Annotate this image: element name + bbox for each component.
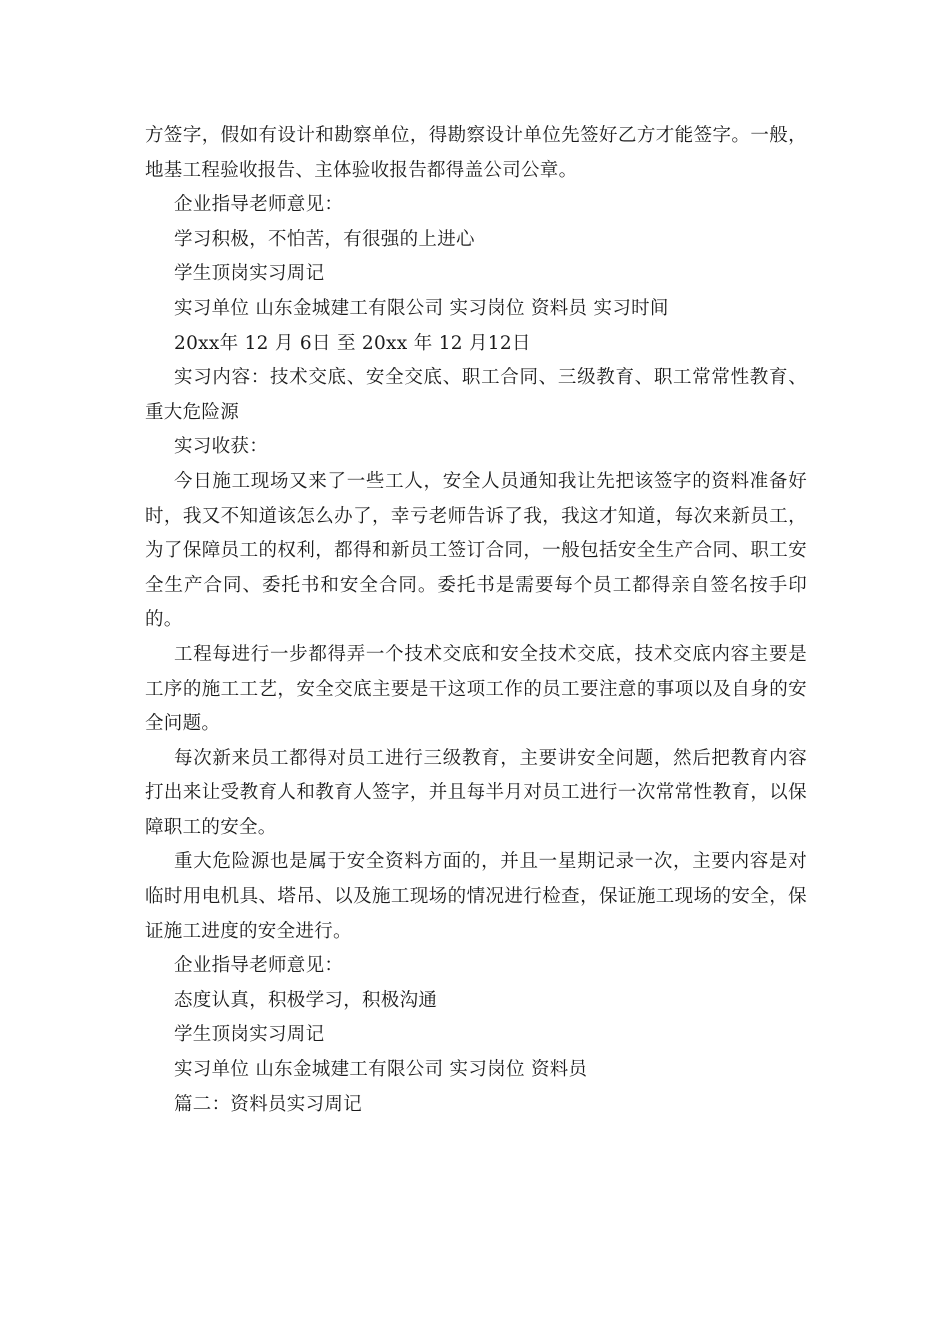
internship-dates: 20xx年 12 月 6日 至 20xx 年 12 月12日 bbox=[174, 332, 531, 354]
comment-heading: 企业指导老师意见： bbox=[174, 955, 344, 977]
comment-heading: 企业指导老师意见： bbox=[174, 194, 344, 216]
paragraph: 方签字，假如有设计和勘察单位，得勘察设计单位先签好乙方才能签字。一般，地基工程验收报告、主体验收报告都得盖公司公章。 bbox=[145, 125, 807, 181]
paragraph: 今日施工现场又来了一些工人，安全人员通知我让先把该签字的资料准备好时，我又不知道该怎么办了，幸亏老师告诉了我，我这才知道，每次来新员工，为了保障员工的权利，都得和新员工签订合同，一般包括安全生产合同、职工安全生产合同、委托书和安全合同。委托书是需要每个员工都得亲自签名按手印的。 bbox=[145, 470, 807, 631]
internship-info: 实习单位 山东金城建工有限公司 实习岗位 资料员 实习时间 bbox=[174, 297, 669, 319]
paragraph: 工程每进行一步都得弄一个技术交底和安全技术交底，技术交底内容主要是工序的施工工艺，安全交底主要是干这项工作的员工要注意的事项以及自身的安全问题。 bbox=[145, 643, 807, 735]
internship-content: 实习内容：技术交底、安全交底、职工合同、三级教育、职工常常性教育、重大危险源 bbox=[145, 367, 807, 423]
chapter-heading: 篇二：资料员实习周记 bbox=[174, 1093, 363, 1115]
comment-text: 学习积极，不怕苦，有很强的上进心 bbox=[174, 228, 475, 250]
paragraph: 重大危险源也是属于安全资料方面的，并且一星期记录一次，主要内容是对临时用电机具、塔吊、以及施工现场的情况进行检查，保证施工现场的安全，保证施工进度的安全进行。 bbox=[145, 851, 807, 942]
internship-info: 实习单位 山东金城建工有限公司 实习岗位 资料员 bbox=[174, 1059, 588, 1081]
section-title: 学生顶岗实习周记 bbox=[174, 263, 325, 285]
document-body bbox=[145, 119, 807, 1122]
comment-text: 态度认真，积极学习，积极沟通 bbox=[174, 989, 438, 1011]
gains-heading: 实习收获： bbox=[174, 436, 269, 458]
section-title: 学生顶岗实习周记 bbox=[174, 1024, 325, 1046]
paragraph: 每次新来员工都得对员工进行三级教育，主要讲安全问题，然后把教育内容打出来让受教育人和教育人签字，并且每半月对员工进行一次常常性教育，以保障职工的安全。 bbox=[145, 747, 807, 838]
